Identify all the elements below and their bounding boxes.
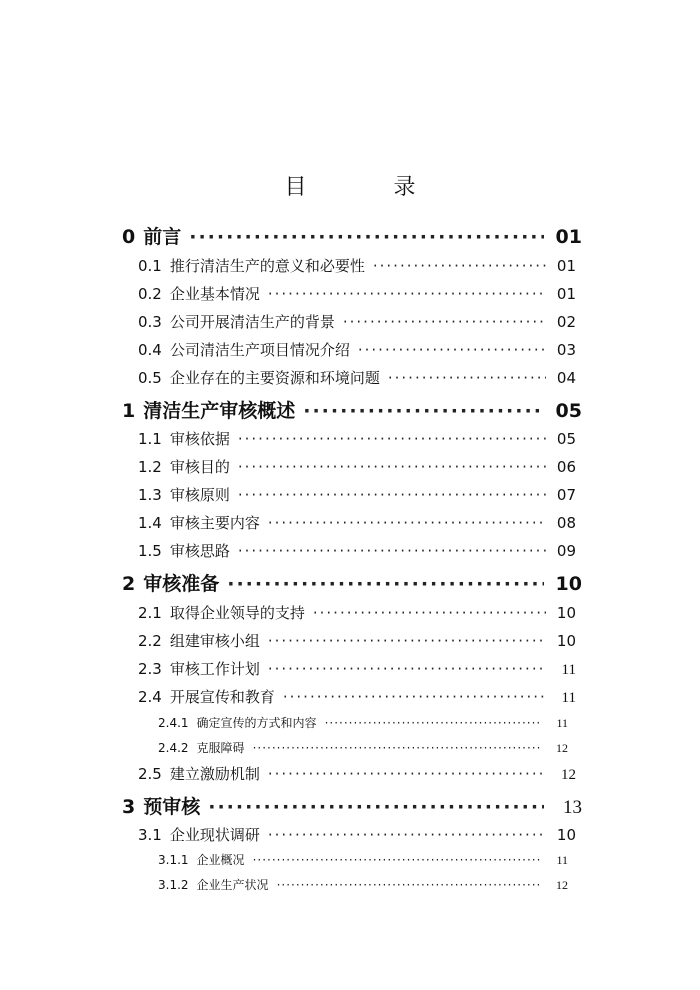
toc-entry-text: 开展宣传和教育 xyxy=(169,688,275,706)
toc-entry-page: 10 xyxy=(555,573,582,595)
toc-leader-dots xyxy=(303,400,544,422)
toc-entry-page: 11 xyxy=(556,853,568,867)
toc-entry-1-1[interactable] xyxy=(138,428,576,449)
toc-entry-page: 07 xyxy=(556,486,576,504)
toc-entry-number: 3.1.2 xyxy=(158,878,189,892)
toc-leader-dots xyxy=(268,632,546,650)
toc-entry-2-4[interactable] xyxy=(138,686,576,707)
toc-entry-text: 企业存在的主要资源和环境问题 xyxy=(169,369,380,387)
toc-leader-dots xyxy=(358,341,546,359)
toc-entry-3[interactable] xyxy=(122,792,582,819)
toc-entry-page: 11 xyxy=(556,716,568,730)
toc-entry-number: 2.5 xyxy=(138,765,162,783)
toc-leader-dots xyxy=(343,313,546,331)
toc-entry-0-3[interactable] xyxy=(138,311,576,332)
toc-entry-text: 企业现状调研 xyxy=(169,826,260,844)
toc-entry-page: 08 xyxy=(556,514,576,532)
toc-leader-dots xyxy=(253,853,542,867)
toc-entry-text: 建立激励机制 xyxy=(169,765,260,783)
toc-entry-page: 10 xyxy=(556,826,576,844)
toc-entry-page: 01 xyxy=(556,285,576,303)
toc-entry-page: 01 xyxy=(556,257,576,275)
toc-leader-dots xyxy=(388,369,546,387)
toc-entry-page: 02 xyxy=(556,313,576,331)
toc-entry-page: 01 xyxy=(555,226,582,248)
toc-entry-number: 2.4 xyxy=(138,688,162,706)
toc-entry-text: 企业生产状况 xyxy=(196,878,269,892)
toc-entry-number: 0.4 xyxy=(138,341,162,359)
toc-entry-3-1[interactable] xyxy=(138,824,576,845)
toc-entry-0-1[interactable] xyxy=(138,255,576,276)
toc-leader-dots xyxy=(238,430,546,448)
toc-leader-dots xyxy=(268,765,546,783)
toc-entry-2-4-2[interactable] xyxy=(158,739,568,756)
toc-leader-dots xyxy=(268,285,546,303)
toc-entry-page: 10 xyxy=(556,632,576,650)
toc-entry-text: 审核依据 xyxy=(169,430,230,448)
toc-entry-number: 2.2 xyxy=(138,632,162,650)
toc-entry-page: 04 xyxy=(556,369,576,387)
toc-entry-number: 0.1 xyxy=(138,257,162,275)
toc-entry-number: 2.4.1 xyxy=(158,716,189,730)
toc-entry-number: 3.1.1 xyxy=(158,853,189,867)
toc-entry-number: 2.4.2 xyxy=(158,741,189,755)
toc-entry-number: 0.2 xyxy=(138,285,162,303)
toc-entry-number: 0.3 xyxy=(138,313,162,331)
toc-entry-text: 审核思路 xyxy=(169,542,230,560)
toc-entry-number: 1 xyxy=(122,400,136,422)
toc-entry-page: 11 xyxy=(561,690,576,706)
toc-entry-number: 2.1 xyxy=(138,604,162,622)
toc-entry-1-5[interactable] xyxy=(138,540,576,561)
toc-entry-1-4[interactable] xyxy=(138,512,576,533)
toc-title: 目 录 xyxy=(284,175,456,200)
toc-entry-page: 06 xyxy=(556,458,576,476)
toc-entry-text: 审核原则 xyxy=(169,486,230,504)
toc-entry-text: 预审核 xyxy=(143,796,201,818)
toc-leader-dots xyxy=(313,604,546,622)
toc-entry-text: 组建审核小组 xyxy=(169,632,260,650)
toc-leader-dots xyxy=(373,257,546,275)
toc-entry-page: 12 xyxy=(561,767,576,783)
toc-entry-0[interactable] xyxy=(122,222,582,249)
toc-entry-1-3[interactable] xyxy=(138,484,576,505)
toc-entry-text: 审核准备 xyxy=(143,573,220,595)
toc-entry-2-1[interactable] xyxy=(138,602,576,623)
toc-entry-text: 前言 xyxy=(143,226,182,248)
toc-entry-2[interactable] xyxy=(122,569,582,596)
toc-leader-dots xyxy=(238,486,546,504)
toc-leader-dots xyxy=(208,796,544,818)
toc-entry-text: 公司开展清洁生产的背景 xyxy=(169,313,335,331)
toc-entry-number: 2.3 xyxy=(138,660,162,678)
toc-entry-text: 公司清洁生产项目情况介绍 xyxy=(169,341,350,359)
toc-entry-page: 13 xyxy=(563,797,582,818)
toc-entry-text: 确定宣传的方式和内容 xyxy=(196,716,317,730)
toc-leader-dots xyxy=(268,660,546,678)
toc-entry-number: 1.1 xyxy=(138,430,162,448)
toc-entry-3-1-1[interactable] xyxy=(158,851,568,868)
toc-entry-0-5[interactable] xyxy=(138,367,576,388)
toc-entry-number: 1.4 xyxy=(138,514,162,532)
toc-entry-text: 企业基本情况 xyxy=(169,285,260,303)
toc-entry-number: 0.5 xyxy=(138,369,162,387)
toc-leader-dots xyxy=(283,688,546,706)
toc-entry-2-3[interactable] xyxy=(138,658,576,679)
toc-entry-0-2[interactable] xyxy=(138,283,576,304)
toc-entry-number: 3 xyxy=(122,796,136,818)
toc-entry-0-4[interactable] xyxy=(138,339,576,360)
toc-entry-3-1-2[interactable] xyxy=(158,876,568,893)
toc-leader-dots xyxy=(189,226,544,248)
toc-entry-text: 企业概况 xyxy=(196,853,245,867)
toc-entry-page: 09 xyxy=(556,542,576,560)
toc-entry-page: 03 xyxy=(556,341,576,359)
toc-entry-text: 克服障碍 xyxy=(196,741,245,755)
toc-entry-number: 1.5 xyxy=(138,542,162,560)
toc-entry-text: 审核目的 xyxy=(169,458,230,476)
toc-entry-text: 推行清洁生产的意义和必要性 xyxy=(169,257,365,275)
toc-entry-page: 12 xyxy=(556,741,568,755)
toc-entry-page: 12 xyxy=(556,878,568,892)
toc-entry-page: 11 xyxy=(561,662,576,678)
toc-entry-page: 10 xyxy=(556,604,576,622)
toc-leader-dots xyxy=(227,573,544,595)
toc-entry-text: 取得企业领导的支持 xyxy=(169,604,305,622)
toc-entry-number: 0 xyxy=(122,226,136,248)
toc-entry-text: 审核主要内容 xyxy=(169,514,260,532)
toc-entry-1-2[interactable] xyxy=(138,456,576,477)
toc-entry-number: 2 xyxy=(122,573,136,595)
toc-leader-dots xyxy=(253,741,542,755)
toc-entry-page: 05 xyxy=(556,430,576,448)
toc-entry-number: 1.3 xyxy=(138,486,162,504)
toc-entry-page: 05 xyxy=(555,400,582,422)
toc-entry-text: 清洁生产审核概述 xyxy=(143,400,296,422)
toc-entry-1[interactable] xyxy=(122,396,582,423)
toc-entry-2-2[interactable] xyxy=(138,630,576,651)
toc-leader-dots xyxy=(268,826,546,844)
toc-leader-dots xyxy=(238,458,546,476)
toc-leader-dots xyxy=(238,542,546,560)
toc-leader-dots xyxy=(277,878,542,892)
toc-entry-text: 审核工作计划 xyxy=(169,660,260,678)
toc-entry-number: 1.2 xyxy=(138,458,162,476)
toc-entry-number: 3.1 xyxy=(138,826,162,844)
toc-leader-dots xyxy=(268,514,546,532)
toc-entry-2-5[interactable] xyxy=(138,763,576,784)
toc-entry-2-4-1[interactable] xyxy=(158,714,568,731)
toc-leader-dots xyxy=(325,716,542,730)
